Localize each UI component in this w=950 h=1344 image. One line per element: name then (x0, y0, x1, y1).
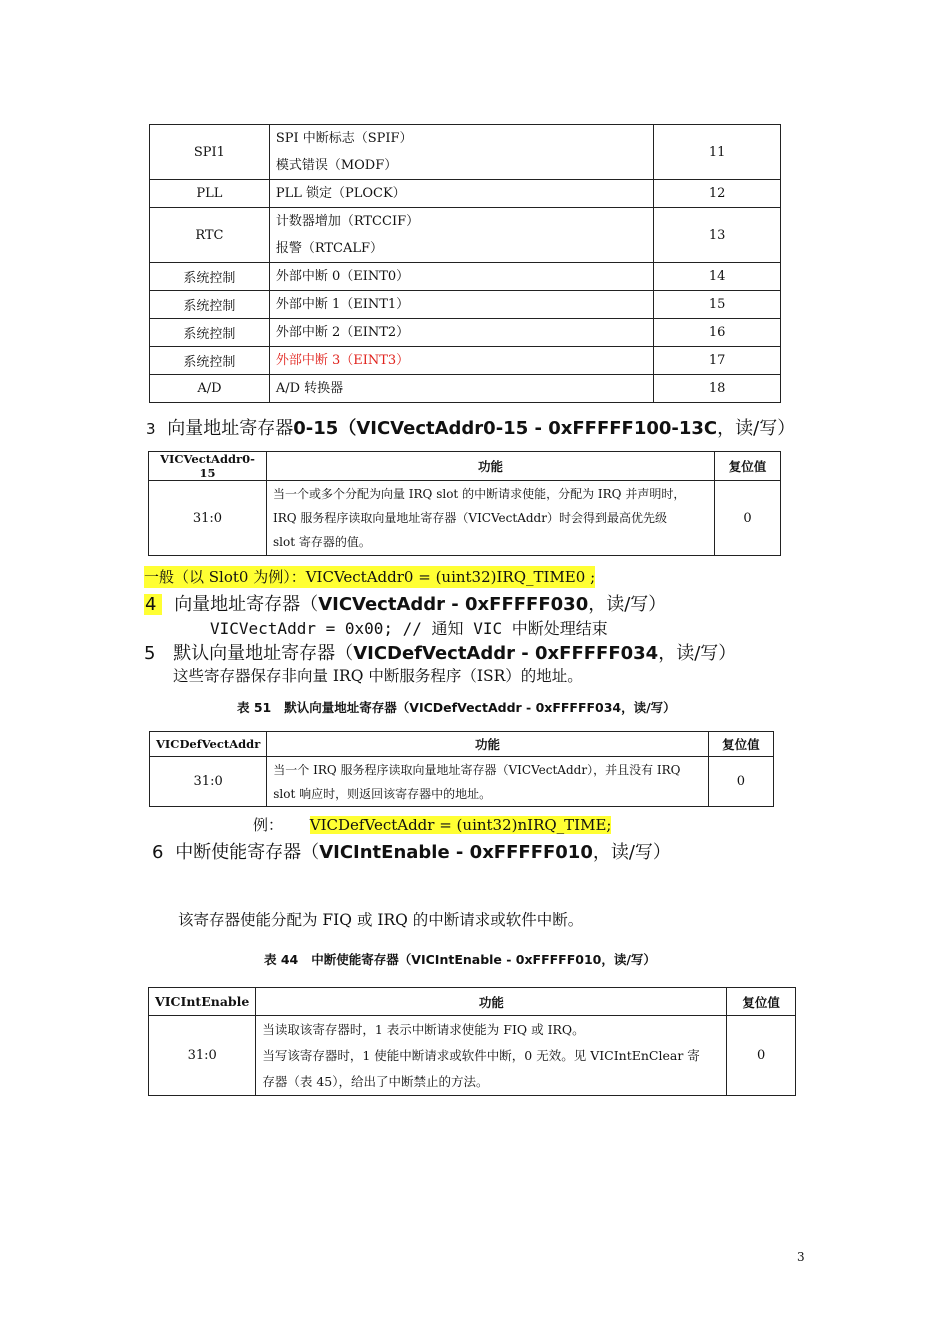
vicdefvectaddr-desc-line: 当一个 IRQ 服务程序读取向量地址寄存器（VICVectAddr），并且没有 IRQ (273, 762, 681, 777)
section-5-title-bold: VICDefVectAddr - 0xFFFFF034 (353, 643, 659, 664)
vicdefvectaddr-desc-line: slot 响应时，则返回该寄存器中的地址。 (273, 786, 492, 801)
vicintenable-desc-line: 存器（表 45），给出了中断禁止的方法。 (262, 1073, 489, 1089)
interrupt-flag-line: 外部中断 3（EINT3） (275, 353, 410, 368)
vicintenable-reset: 0 (727, 1016, 796, 1096)
interrupt-row (150, 319, 781, 347)
section-5-example-code: VICDefVectAddr = (uint32)nIRQ_TIME; (309, 816, 612, 834)
interrupt-channel: 11 (654, 125, 781, 180)
page-number: 3 (797, 1250, 805, 1264)
section-3-heading (146, 414, 795, 440)
interrupt-row (150, 375, 781, 403)
vicintenable-desc-line: 当读取该寄存器时，1 表示中断请求使能为 FIQ 或 IRQ。 (262, 1021, 585, 1037)
vicvectaddr-desc-line: 当一个或多个分配为向量 IRQ slot 的中断请求使能，分配为 IRQ 并声明时， (272, 487, 686, 501)
interrupt-flag-line: A/D 转换器 (275, 381, 344, 396)
section-6-title-tail: ，读/写） (592, 842, 671, 863)
section-6-number: 6 (152, 842, 164, 863)
interrupt-channel: 15 (654, 291, 781, 319)
interrupt-flags (269, 291, 653, 319)
interrupt-source-table (149, 124, 781, 403)
interrupt-flag-line: 外部中断 1（EINT1） (275, 297, 410, 312)
vicvectaddr-header-function: 功能 (266, 452, 714, 481)
interrupt-flags (269, 180, 653, 208)
vicintenable-desc-line: 当写该寄存器时，1 使能中断请求或软件中断，0 无效。见 VICIntEnClear 寄 (262, 1047, 700, 1063)
interrupt-flag-line: 模式错误（MODF） (275, 158, 398, 173)
section-4-heading (144, 590, 666, 616)
interrupt-channel: 13 (654, 208, 781, 263)
section-6-paragraph: 该寄存器使能分配为 FIQ 或 IRQ 的中断请求或软件中断。 (178, 911, 584, 929)
interrupt-flags (269, 375, 653, 403)
section-3-example: 一般（以 Slot0 为例）：VICVectAddr0 = (uint32)IRQ_TIME0 ; (144, 568, 596, 586)
vicintenable-header-name: VICIntEnable (149, 988, 256, 1016)
interrupt-row (150, 347, 781, 375)
interrupt-row (150, 180, 781, 208)
interrupt-module: PLL (150, 180, 270, 208)
interrupt-flag-line: 外部中断 0（EINT0） (275, 269, 410, 284)
interrupt-row (150, 125, 781, 180)
vicdefvectaddr-desc (267, 757, 708, 807)
interrupt-flags (269, 208, 653, 263)
interrupt-flag-line: 外部中断 2（EINT2） (275, 325, 410, 340)
interrupt-channel: 14 (654, 263, 781, 291)
interrupt-flags (269, 319, 653, 347)
section-3-title-cn: 向量地址寄存器 (167, 418, 294, 439)
section-4-code: VICVectAddr = 0x00; // 通知 VIC 中断处理结束 (210, 619, 608, 638)
interrupt-module: 系统控制 (150, 263, 270, 291)
interrupt-module: 系统控制 (150, 319, 270, 347)
interrupt-module: SPI1 (150, 125, 270, 180)
vicdefvectaddr-bits: 31:0 (150, 757, 267, 807)
interrupt-channel: 18 (654, 375, 781, 403)
section-6-heading (152, 838, 671, 864)
interrupt-row (150, 291, 781, 319)
vicvectaddr-desc-line: slot 寄存器的值。 (272, 535, 371, 549)
vicdefvectaddr-reset: 0 (708, 757, 773, 807)
interrupt-flags (269, 125, 653, 180)
vicintenable-desc (256, 1016, 727, 1096)
section-3-title-bold: 0-15（VICVectAddr0-15 - 0xFFFFF100-13C (293, 418, 718, 439)
vicdefvectaddr-header-reset: 复位值 (708, 732, 773, 757)
interrupt-channel: 16 (654, 319, 781, 347)
vicintenable-header-function: 功能 (256, 988, 727, 1016)
interrupt-flag-line: SPI 中断标志（SPIF） (275, 131, 413, 146)
interrupt-module: RTC (150, 208, 270, 263)
interrupt-module: 系统控制 (150, 291, 270, 319)
interrupt-flag-line: 报警（RTCALF） (275, 241, 384, 256)
vicvectaddr-desc (266, 481, 714, 556)
section-5-number: 5 (144, 643, 156, 664)
interrupt-flags (269, 263, 653, 291)
table-44-caption: 表 44 中断使能寄存器（VICIntEnable - 0xFFFFF010，读/写） (264, 952, 656, 967)
vicintenable-header-reset: 复位值 (727, 988, 796, 1016)
vicdefvectaddr-header-name: VICDefVectAddr (150, 732, 267, 757)
section-5-example (253, 815, 611, 835)
section-5-title-tail: ，读/写） (658, 643, 737, 664)
section-5-paragraph: 这些寄存器保存非向量 IRQ 中断服务程序（ISR）的地址。 (173, 667, 583, 685)
section-5-example-label: 例： (253, 816, 284, 834)
section-3-number: 3 (146, 420, 156, 438)
vicintenable-bits: 31:0 (149, 1016, 256, 1096)
interrupt-row (150, 208, 781, 263)
interrupt-flag-line: PLL 锁定（PLOCK） (275, 186, 406, 201)
interrupt-flags (269, 347, 653, 375)
table-51-caption: 表 51 默认向量地址寄存器（VICDefVectAddr - 0xFFFFF034，读/写） (237, 700, 676, 715)
section-5-title-cn: 默认向量地址寄存器（ (173, 643, 354, 664)
interrupt-row (150, 263, 781, 291)
section-4-title-cn: 向量地址寄存器（ (174, 594, 319, 615)
vicvectaddr-header-name: VICVectAddr0-15 (149, 452, 267, 481)
vicvectaddr-reset: 0 (715, 481, 781, 556)
vicdefvectaddr-table (149, 731, 774, 807)
section-5-heading (144, 639, 736, 665)
section-6-title-cn: 中断使能寄存器（ (175, 842, 320, 863)
vicvectaddr-header-reset: 复位值 (715, 452, 781, 481)
section-3-title-tail: ，读/写） (717, 418, 796, 439)
interrupt-flag-line: 计数器增加（RTCCIF） (275, 214, 420, 229)
section-4-title-bold: VICVectAddr - 0xFFFFF030 (318, 594, 589, 615)
interrupt-channel: 12 (654, 180, 781, 208)
vicintenable-table (148, 987, 796, 1096)
interrupt-module: 系统控制 (150, 347, 270, 375)
vicvectaddr-desc-line: IRQ 服务程序读取向量地址寄存器（VICVectAddr）时会得到最高优先级 (272, 511, 667, 525)
vicvectaddr-table (148, 451, 781, 556)
interrupt-module: A/D (150, 375, 270, 403)
section-4-title-tail: ，读/写） (588, 594, 667, 615)
section-6-title-bold: VICIntEnable - 0xFFFFF010 (319, 842, 593, 863)
vicvectaddr-bits: 31:0 (149, 481, 267, 556)
section-4-number: 4 (144, 594, 162, 615)
interrupt-channel: 17 (654, 347, 781, 375)
vicdefvectaddr-header-function: 功能 (267, 732, 708, 757)
